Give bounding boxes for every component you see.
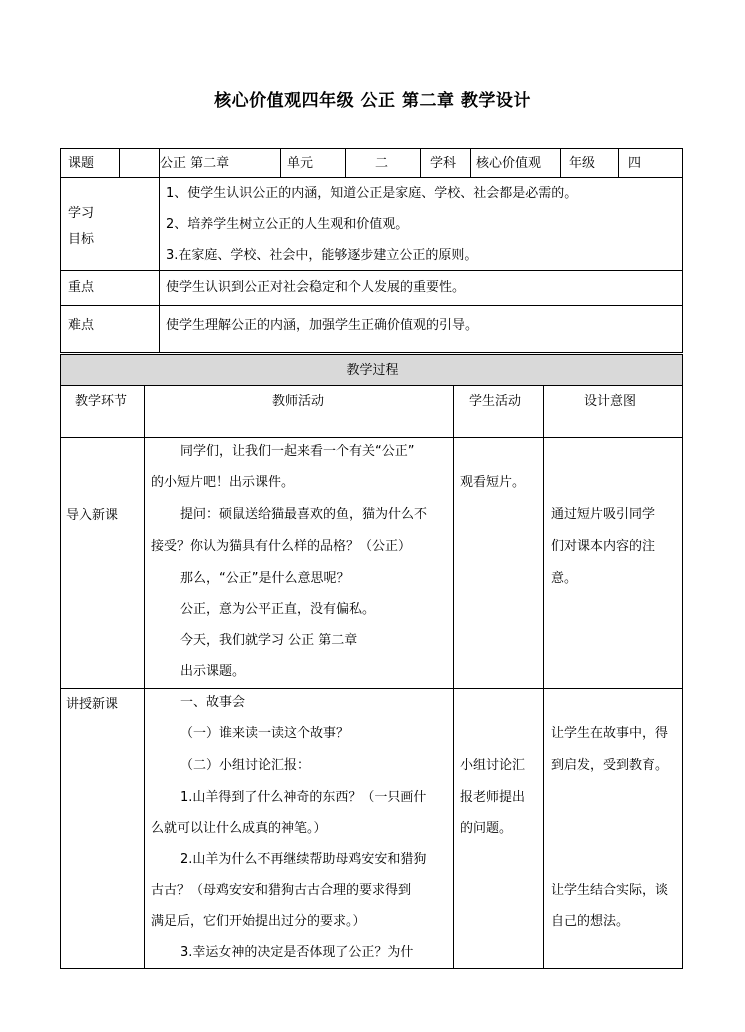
- teacher-line: 那么，“公正”是什么意思呢？: [180, 571, 350, 586]
- goal-item: 1、使学生认识公正的内涵，知道公正是家庭、学校、社会都是必需的。: [166, 186, 578, 201]
- intent-line: 让学生在故事中，得: [551, 726, 669, 741]
- intent-line: 到启发，受到教育。: [551, 758, 669, 773]
- goal-item: 3.在家庭、学校、社会中，能够逐步建立公正的原则。: [166, 248, 478, 263]
- grade-value: 四: [628, 156, 642, 171]
- difficulty-label: 难点: [68, 318, 95, 333]
- goals-label-1: 学习: [68, 206, 95, 221]
- student-activity-intro: 观看短片。: [460, 475, 526, 490]
- teacher-line: 出示课题。: [180, 664, 246, 679]
- teacher-line: 同学们，让我们一起来看一个有关“公正”: [180, 444, 415, 459]
- student-line: 报老师提出: [460, 790, 526, 805]
- page-title: 核心价值观四年级 公正 第二章 教学设计: [214, 91, 531, 111]
- teacher-line: 提问：硕鼠送给猫最喜欢的鱼，猫为什么不: [180, 507, 428, 522]
- student-line: 小组讨论汇: [460, 758, 526, 773]
- intent-line: 自己的想法。: [551, 914, 630, 929]
- teacher-line: 的小短片吧！出示课件。: [151, 475, 295, 490]
- teacher-line: 3.幸运女神的决定是否体现了公正？为什: [180, 945, 414, 960]
- intent-line: 通过短片吸引同学: [551, 507, 656, 522]
- col-intent: 设计意图: [584, 394, 637, 409]
- goal-item: 2、培养学生树立公正的人生观和价值观。: [166, 217, 409, 232]
- key-value: 使学生认识到公正对社会稳定和个人发展的重要性。: [166, 280, 466, 295]
- topic-label: 课题: [68, 156, 95, 171]
- teacher-line: 古古？（母鸡安安和猎狗古古合理的要求得到: [151, 883, 412, 898]
- teacher-line: （一）谁来读一读这个故事？: [180, 726, 350, 741]
- goals-label-2: 目标: [68, 232, 95, 247]
- col-teacher: 教师活动: [272, 394, 325, 409]
- teacher-line: 公正，意为公平正直，没有偏私。: [180, 602, 376, 617]
- student-line: 的问题。: [460, 821, 513, 836]
- intent-line: 让学生结合实际，谈: [551, 883, 669, 898]
- teacher-line: 今天，我们就学习 公正 第二章: [180, 633, 358, 648]
- subject-value: 核心价值观: [476, 156, 542, 171]
- teacher-line: 接受？你认为猫具有什么样的品格？（公正）: [151, 539, 412, 554]
- unit-value: 二: [375, 156, 389, 171]
- teacher-line: 2.山羊为什么不再继续帮助母鸡安安和猎狗: [180, 852, 427, 867]
- topic-value: 公正 第二章: [160, 156, 230, 171]
- key-label: 重点: [68, 280, 95, 295]
- intent-line: 意。: [551, 571, 578, 586]
- teacher-line: （二）小组讨论汇报：: [180, 758, 311, 773]
- teacher-line: 1.山羊得到了什么神奇的东西？（一只画什: [180, 790, 427, 805]
- teacher-line: 满足后，它们开始提出过分的要求。）: [151, 914, 366, 929]
- unit-label: 单元: [287, 156, 314, 171]
- stage-teaching: 讲授新课: [66, 697, 119, 712]
- grade-label: 年级: [569, 156, 596, 171]
- intent-line: 们对课本内容的注: [551, 539, 656, 554]
- process-header: 教学过程: [346, 363, 399, 378]
- col-student: 学生活动: [469, 394, 522, 409]
- stage-intro: 导入新课: [66, 508, 119, 523]
- teacher-line: 一、故事会: [180, 695, 246, 710]
- difficulty-value: 使学生理解公正的内涵，加强学生正确价值观的引导。: [166, 318, 479, 333]
- subject-label: 学科: [430, 156, 457, 171]
- teacher-line: 么就可以让什么成真的神笔。）: [151, 821, 327, 836]
- col-stage: 教学环节: [75, 394, 128, 409]
